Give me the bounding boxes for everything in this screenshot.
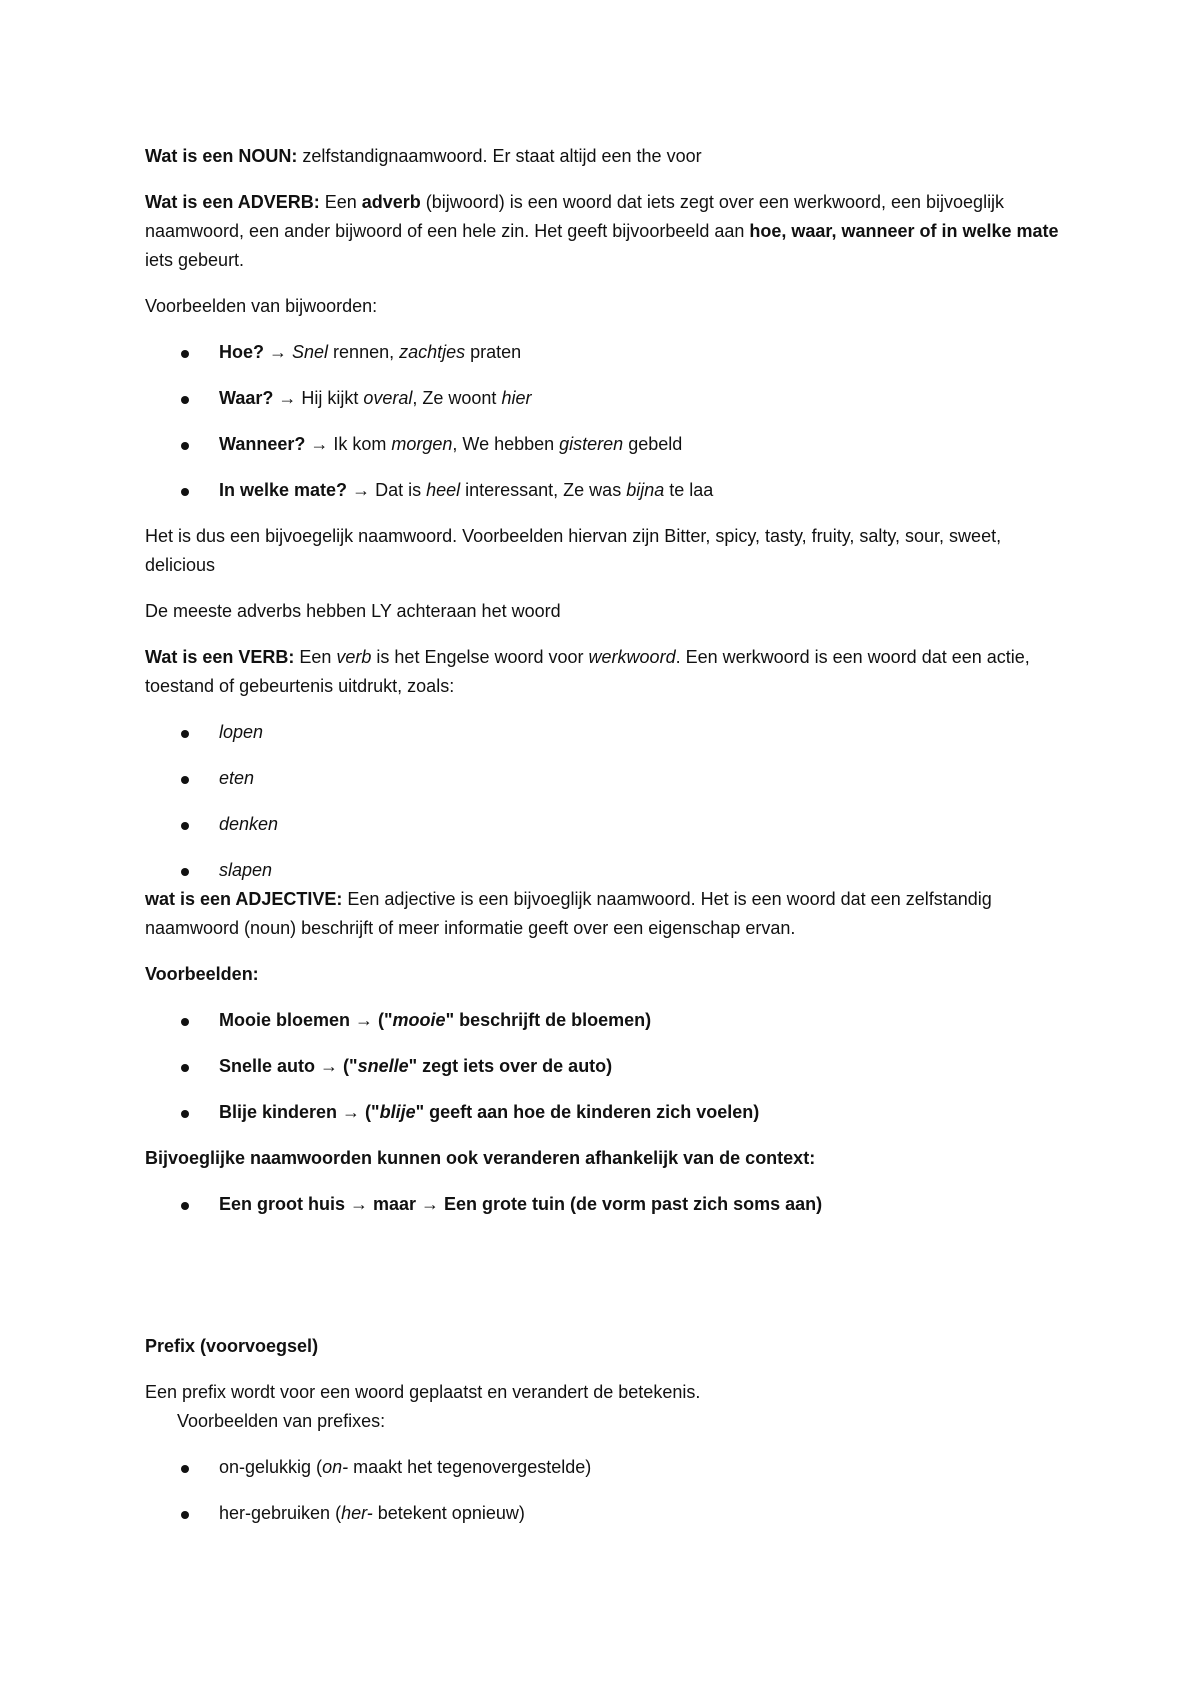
adjective-text: Een adjective is een bijvoeglijk naamwoord. Het is een woord dat een zelfstandig naamwoord (noun) beschrijft of meer informatie geeft over een eigenschap ervan.	[145, 889, 992, 938]
noun-label: Wat is een NOUN:	[145, 146, 298, 166]
prefix-examples-heading: Voorbeelden van prefixes:	[177, 1411, 386, 1431]
context-example: Een groot huis → maar → Een grote tuin (de vorm past zich soms aan)	[219, 1194, 823, 1214]
bullet-icon	[181, 396, 189, 404]
list-item	[145, 718, 1065, 747]
example-text: Hij kijkt	[301, 388, 364, 408]
example-italic: heel	[426, 480, 461, 500]
example-text: Mooie bloemen → ("	[219, 1010, 393, 1030]
arrow-icon: →	[264, 342, 293, 362]
adverb-text: (bijwoord) is een woord dat iets zegt over een werkwoord, een bijvoeglijk naamwoord, een ander bijwoord of een hele zin. Het geeft bijvoorbeeld aan	[145, 192, 1005, 241]
list-item	[145, 764, 1065, 793]
verb-example: lopen	[219, 722, 264, 742]
bullet-icon	[181, 488, 189, 496]
bullet-icon	[181, 1064, 189, 1072]
bullet-icon	[181, 822, 189, 830]
verb-term: werkwoord	[588, 647, 676, 667]
list-item	[145, 1052, 1065, 1081]
bullet-icon	[181, 1018, 189, 1026]
list-item	[145, 1499, 1065, 1528]
adjective-paragraph	[145, 885, 1065, 943]
verb-paragraph	[145, 643, 1065, 701]
verb-label: Wat is een VERB:	[145, 647, 295, 667]
example-text: Snelle auto → ("	[219, 1056, 358, 1076]
example-text: Blije kinderen → ("	[219, 1102, 380, 1122]
bullet-icon	[181, 1110, 189, 1118]
verb-examples-list	[145, 718, 1065, 885]
verb-example: slapen	[219, 860, 273, 880]
bullet-icon	[181, 442, 189, 450]
adverb-label: Wat is een ADVERB:	[145, 192, 320, 212]
example-text: praten	[465, 342, 522, 362]
bullet-icon	[181, 1465, 189, 1473]
example-italic: her-	[341, 1503, 373, 1523]
example-text: " zegt iets over de auto)	[408, 1056, 613, 1076]
adverb-note-paragraph: Het is dus een bijvoegelijk naamwoord. Voorbeelden hiervan zijn Bitter, spicy, tasty, fruity, salty, sour, sweet, delicious	[145, 526, 1002, 575]
example-italic: overal	[363, 388, 413, 408]
adverb-examples-heading: Voorbeelden van bijwoorden:	[145, 296, 378, 316]
example-text: rennen,	[328, 342, 400, 362]
bullet-icon	[181, 730, 189, 738]
example-text: Ik kom	[333, 434, 392, 454]
bullet-icon	[181, 1511, 189, 1519]
example-text: interessant, Ze was	[460, 480, 627, 500]
adjective-examples-heading: Voorbeelden:	[145, 964, 259, 984]
list-item	[145, 384, 1065, 413]
example-italic: hier	[501, 388, 532, 408]
list-item	[145, 1453, 1065, 1482]
prefix-examples-list	[145, 1453, 1065, 1528]
adjective-context-heading: Bijvoeglijke naamwoorden kunnen ook veranderen afhankelijk van de context:	[145, 1148, 816, 1168]
document-body	[145, 142, 1065, 1545]
adverb-text: Een	[319, 192, 362, 212]
verb-example: denken	[219, 814, 279, 834]
example-italic: gisteren	[559, 434, 624, 454]
list-item	[145, 1006, 1065, 1035]
adverb-emphasis: hoe, waar, wanneer of in welke mate	[749, 221, 1059, 241]
adjective-examples-list	[145, 1006, 1065, 1127]
bullet-icon	[181, 1202, 189, 1210]
prefix-text: Een prefix wordt voor een woord geplaatst en verandert de betekenis.	[145, 1382, 701, 1402]
noun-paragraph	[145, 142, 1065, 171]
adverb-paragraph	[145, 188, 1065, 275]
example-text: Dat is	[375, 480, 427, 500]
verb-term: verb	[336, 647, 372, 667]
example-text: te laa	[664, 480, 714, 500]
example-italic: bijna	[626, 480, 665, 500]
adjective-context-list	[145, 1190, 1065, 1219]
example-italic: morgen	[391, 434, 453, 454]
bullet-icon	[181, 776, 189, 784]
example-question: In welke mate?	[219, 480, 348, 500]
example-text: betekent opnieuw)	[372, 1503, 525, 1523]
adjective-label: wat is een ADJECTIVE:	[145, 889, 343, 909]
arrow-icon: →	[305, 434, 334, 454]
example-question: Hoe?	[219, 342, 264, 362]
list-item	[145, 430, 1065, 459]
list-item	[145, 1190, 1065, 1219]
arrow-icon: →	[347, 480, 376, 500]
example-text: her-gebruiken (	[219, 1503, 342, 1523]
prefix-heading: Prefix (voorvoegsel)	[145, 1336, 319, 1356]
noun-text: zelfstandignaamwoord. Er staat altijd een the voor	[297, 146, 702, 166]
example-italic: blije	[379, 1102, 416, 1122]
bullet-icon	[181, 868, 189, 876]
example-italic: snelle	[357, 1056, 409, 1076]
example-text: , Ze woont	[412, 388, 502, 408]
verb-example: eten	[219, 768, 255, 788]
example-question: Wanneer?	[219, 434, 306, 454]
example-question: Waar?	[219, 388, 274, 408]
adverb-ly-paragraph: De meeste adverbs hebben LY achteraan het woord	[145, 601, 561, 621]
example-italic: on-	[322, 1457, 349, 1477]
list-item	[145, 1098, 1065, 1127]
list-item	[145, 338, 1065, 367]
verb-text: Een	[294, 647, 337, 667]
adverb-examples-list	[145, 338, 1065, 505]
example-text: , We hebben	[452, 434, 560, 454]
arrow-icon: →	[273, 388, 302, 408]
example-text: on-gelukkig (	[219, 1457, 323, 1477]
list-item	[145, 856, 1065, 885]
adverb-term: adverb	[361, 192, 421, 212]
example-italic: Snel	[292, 342, 329, 362]
verb-text: is het Engelse woord voor	[371, 647, 589, 667]
example-text: " geeft aan hoe de kinderen zich voelen)	[415, 1102, 760, 1122]
bullet-icon	[181, 350, 189, 358]
list-item	[145, 810, 1065, 839]
example-text: " beschrijft de bloemen)	[445, 1010, 652, 1030]
verb-text: . Een werkwoord is een woord dat een actie, toestand of gebeurtenis uitdrukt, zoals:	[145, 647, 1030, 696]
example-italic: mooie	[392, 1010, 446, 1030]
adverb-text: iets gebeurt.	[145, 250, 245, 270]
example-text: gebeld	[623, 434, 683, 454]
list-item	[145, 476, 1065, 505]
spacer	[145, 1236, 1065, 1332]
example-text: maakt het tegenovergestelde)	[348, 1457, 592, 1477]
example-italic: zachtjes	[399, 342, 466, 362]
